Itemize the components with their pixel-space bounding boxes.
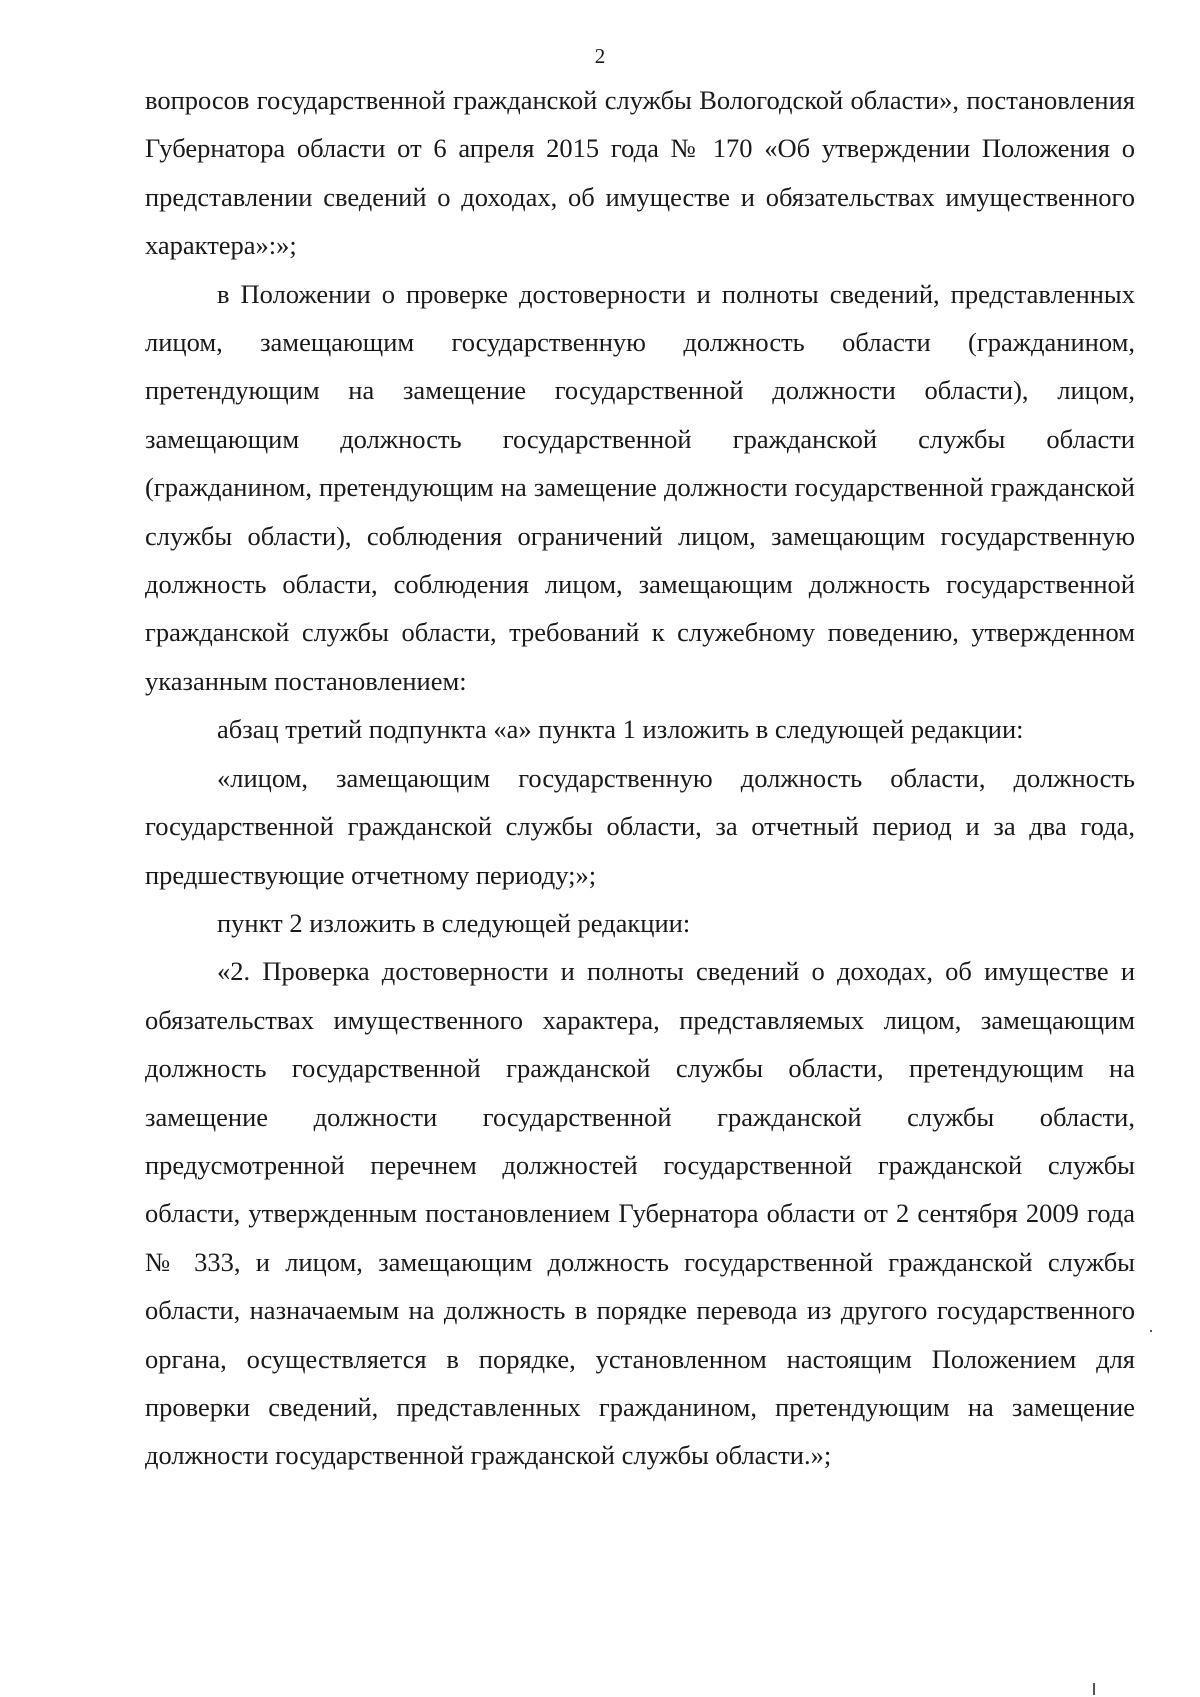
page-number: 2 [594, 44, 606, 68]
paragraph-amendment-text-1: «лицом, замещающим государственную должность области, должность государственной гражданской службы области, за отчетный период и за два года, предшествующие отчетному периоду;»; [145, 762, 1135, 890]
scan-artifact-tick [1093, 1683, 1095, 1695]
paragraph-amendment-text-2: «2. Проверка достоверности и полноты сведений о доходах, об имуществе и обязательствах имущественного характера, представляемых лицом, замещающим должность государственной гражданской службы области, претендующим на замещение должности государственной гражданской службы области, предусмотренной перечнем должностей государственной гражданской службы области, утвержденным постановлением Губернатора области от 2 сентября 2009 года № 333, и лицом, замещающим должность государственной гражданской службы области, назначаемым на должность в порядке перевода из другого государственного органа, осуществляется в порядке, установленном настоящим Положением для проверки сведений, представленных гражданином, претендующим на замещение должности государственной гражданской службы области.»; [145, 956, 1135, 1471]
paragraph-regulation-reference: в Положении о проверке достоверности и полноты сведений, представленных лицом, замещающим государственную должность области (гражданином, претендующим на замещение государственной должности области), лицом, замещающим должность государственной гражданской службы области (гражданином, претендующим на замещение должности государственной гражданской службы области), соблюдения ограничений лицом, замещающим государственную должность области, соблюдения лицом, замещающим должность государственной гражданской службы области, требований к служебному поведению, утвержденном указанным постановлением: [145, 278, 1135, 696]
paragraph-amendment-item-1: абзац третий подпункта «а» пункта 1 изложить в следующей редакции: [217, 714, 1024, 745]
paragraph-continuation: вопросов государственной гражданской службы Вологодской области», постановления Губернатора области от 6 апреля 2015 года № 170 «Об утверждении Положения о представлении сведений о доходах, об имуществе и обязательствах имущественного характера»:»; [145, 85, 1135, 261]
document-body [145, 76, 1135, 1480]
scan-artifact-dot [1150, 1330, 1152, 1332]
paragraph-amendment-item-2: пункт 2 изложить в следующей редакции: [217, 907, 691, 938]
